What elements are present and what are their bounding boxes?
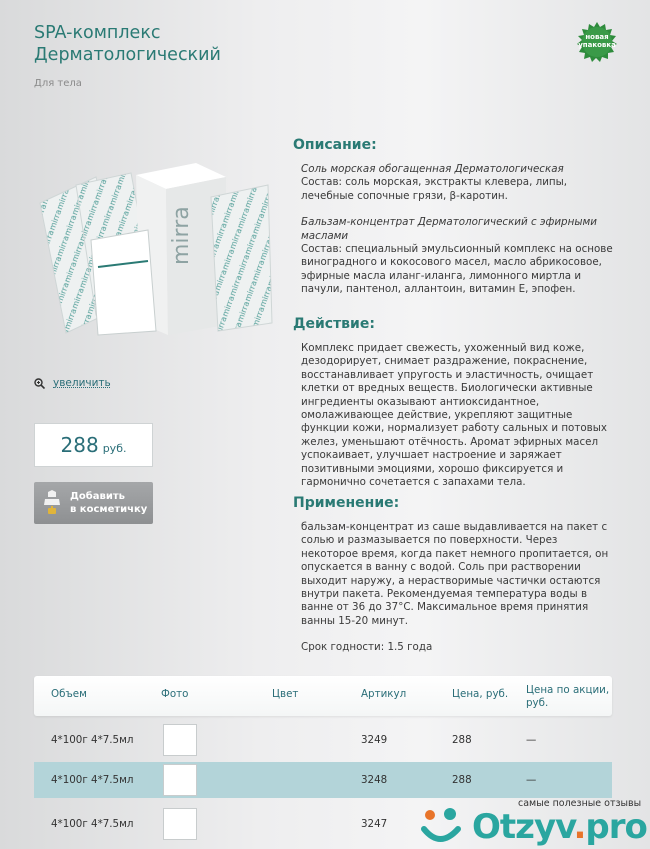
title-line-2: Дерматологический [34, 45, 221, 65]
col-volume: Объем [51, 688, 87, 700]
box-brand-text: mirra [169, 206, 194, 265]
row-volume: 4*100г 4*7.5мл [51, 774, 134, 786]
row-article: 3247 [361, 818, 388, 830]
row-promo-price: — [526, 734, 537, 746]
watermark-site-tld: pro [585, 807, 647, 847]
col-color: Цвет [272, 688, 299, 700]
watermark-tagline: самые полезные отзывы [518, 798, 642, 809]
usage-text: бальзам-концентрат из саше выдавливается на пакет с солью и размазывается по поверхности. Через некоторое время, когда пакет немного пропитается, он опускается в ванну с водой. Соль при растворении выходит наружу, а нерастворимые частички остаются внутри пакета. Рекомендуемая температура воды в ванне от 36 до 37°С. Максимальное время принятия ванны 15-20 минут. [301, 521, 609, 627]
description-item2-name: Бальзам-концентрат Дерматологический с эфирными маслами [301, 216, 597, 242]
row-promo-price: — [526, 774, 537, 786]
sachet-right [211, 185, 272, 331]
price-value: 288 [60, 433, 99, 457]
smiley-logo-icon [420, 805, 464, 847]
product-image[interactable] [36, 155, 276, 345]
watermark-site-main: Otzyv [472, 807, 574, 847]
row-article: 3248 [361, 774, 388, 786]
magnifier-icon [34, 378, 45, 389]
zoom-control[interactable] [34, 377, 111, 389]
watermark-site-dot: . [573, 807, 586, 847]
row-photo-thumbnail[interactable] [163, 808, 197, 840]
col-photo: Фото [161, 688, 189, 700]
row-article: 3249 [361, 734, 388, 746]
cosmetic-bag-icon [42, 490, 62, 516]
col-promo-price: Цена по акции, руб. [526, 684, 610, 709]
badge-line-2: упаковка [578, 41, 616, 49]
description-heading: Описание: [293, 137, 377, 153]
description-item1-name: Соль морская обогащенная Дерматологическая [301, 163, 564, 175]
row-volume: 4*100г 4*7.5мл [51, 734, 134, 746]
description-item2-text: Состав: специальный эмульсионный комплекс на основе виноградного и кокосового масел, масло абрикосовое, эфирные масла иланг-иланга, лимонного миртла и пачули, пантенол, аллантоин, витамин Е, эпофен. [301, 243, 613, 296]
variants-table-header [34, 676, 612, 716]
badge-line-1: новая [585, 33, 609, 41]
action-text: Комплекс придает свежесть, ухоженный вид коже, дезодорирует, снимает раздражение, покраснение, восстанавливает упругость и эластичность, очищает клетки от вредных веществ. Биологически активные ингредиенты оказывают антиоксидантное, омолаживающее действие, укрепляют защитные функции кожи, нормализует работу сальных и потовых желез, уменьшают отёчность. Аромат эфирных масел успокаивает, улучшает настроение и заряжает позитивными эмоциями, хорошо фиксируется и гармонично сочетается с запахами тела. [301, 342, 607, 489]
watermark-site [472, 807, 647, 847]
page-title [34, 22, 221, 66]
description-item1-text: Состав: соль морская, экстракты клевера, липы, лечебные сопочные грязи, β-каротин. [301, 176, 568, 202]
price-box [34, 423, 153, 467]
cart-label-2: в косметичку [70, 504, 148, 515]
category-subtitle: Для тела [34, 78, 82, 89]
row-price: 288 [452, 734, 472, 746]
cart-label-1: Добавить [70, 491, 125, 502]
table-row[interactable] [34, 722, 612, 758]
price-currency: руб. [102, 441, 127, 455]
action-heading: Действие: [293, 316, 375, 332]
new-package-badge [577, 22, 617, 62]
add-to-cart-button[interactable] [34, 482, 153, 524]
shelf-life: Срок годности: 1.5 года [301, 641, 433, 654]
col-article: Артикул [361, 688, 407, 700]
col-price: Цена, руб. [452, 688, 509, 700]
action-section [293, 316, 613, 489]
usage-section [293, 495, 613, 655]
title-line-1: SPA-комплекс [34, 23, 161, 43]
row-photo-thumbnail[interactable] [163, 764, 197, 796]
usage-heading: Применение: [293, 495, 400, 511]
table-row[interactable] [34, 762, 612, 798]
row-volume: 4*100г 4*7.5мл [51, 818, 134, 830]
otzyv-watermark [418, 797, 650, 849]
row-photo-thumbnail[interactable] [163, 724, 197, 756]
description-section [293, 137, 613, 297]
zoom-link[interactable]: увеличить [53, 377, 111, 389]
row-price: 288 [452, 774, 472, 786]
